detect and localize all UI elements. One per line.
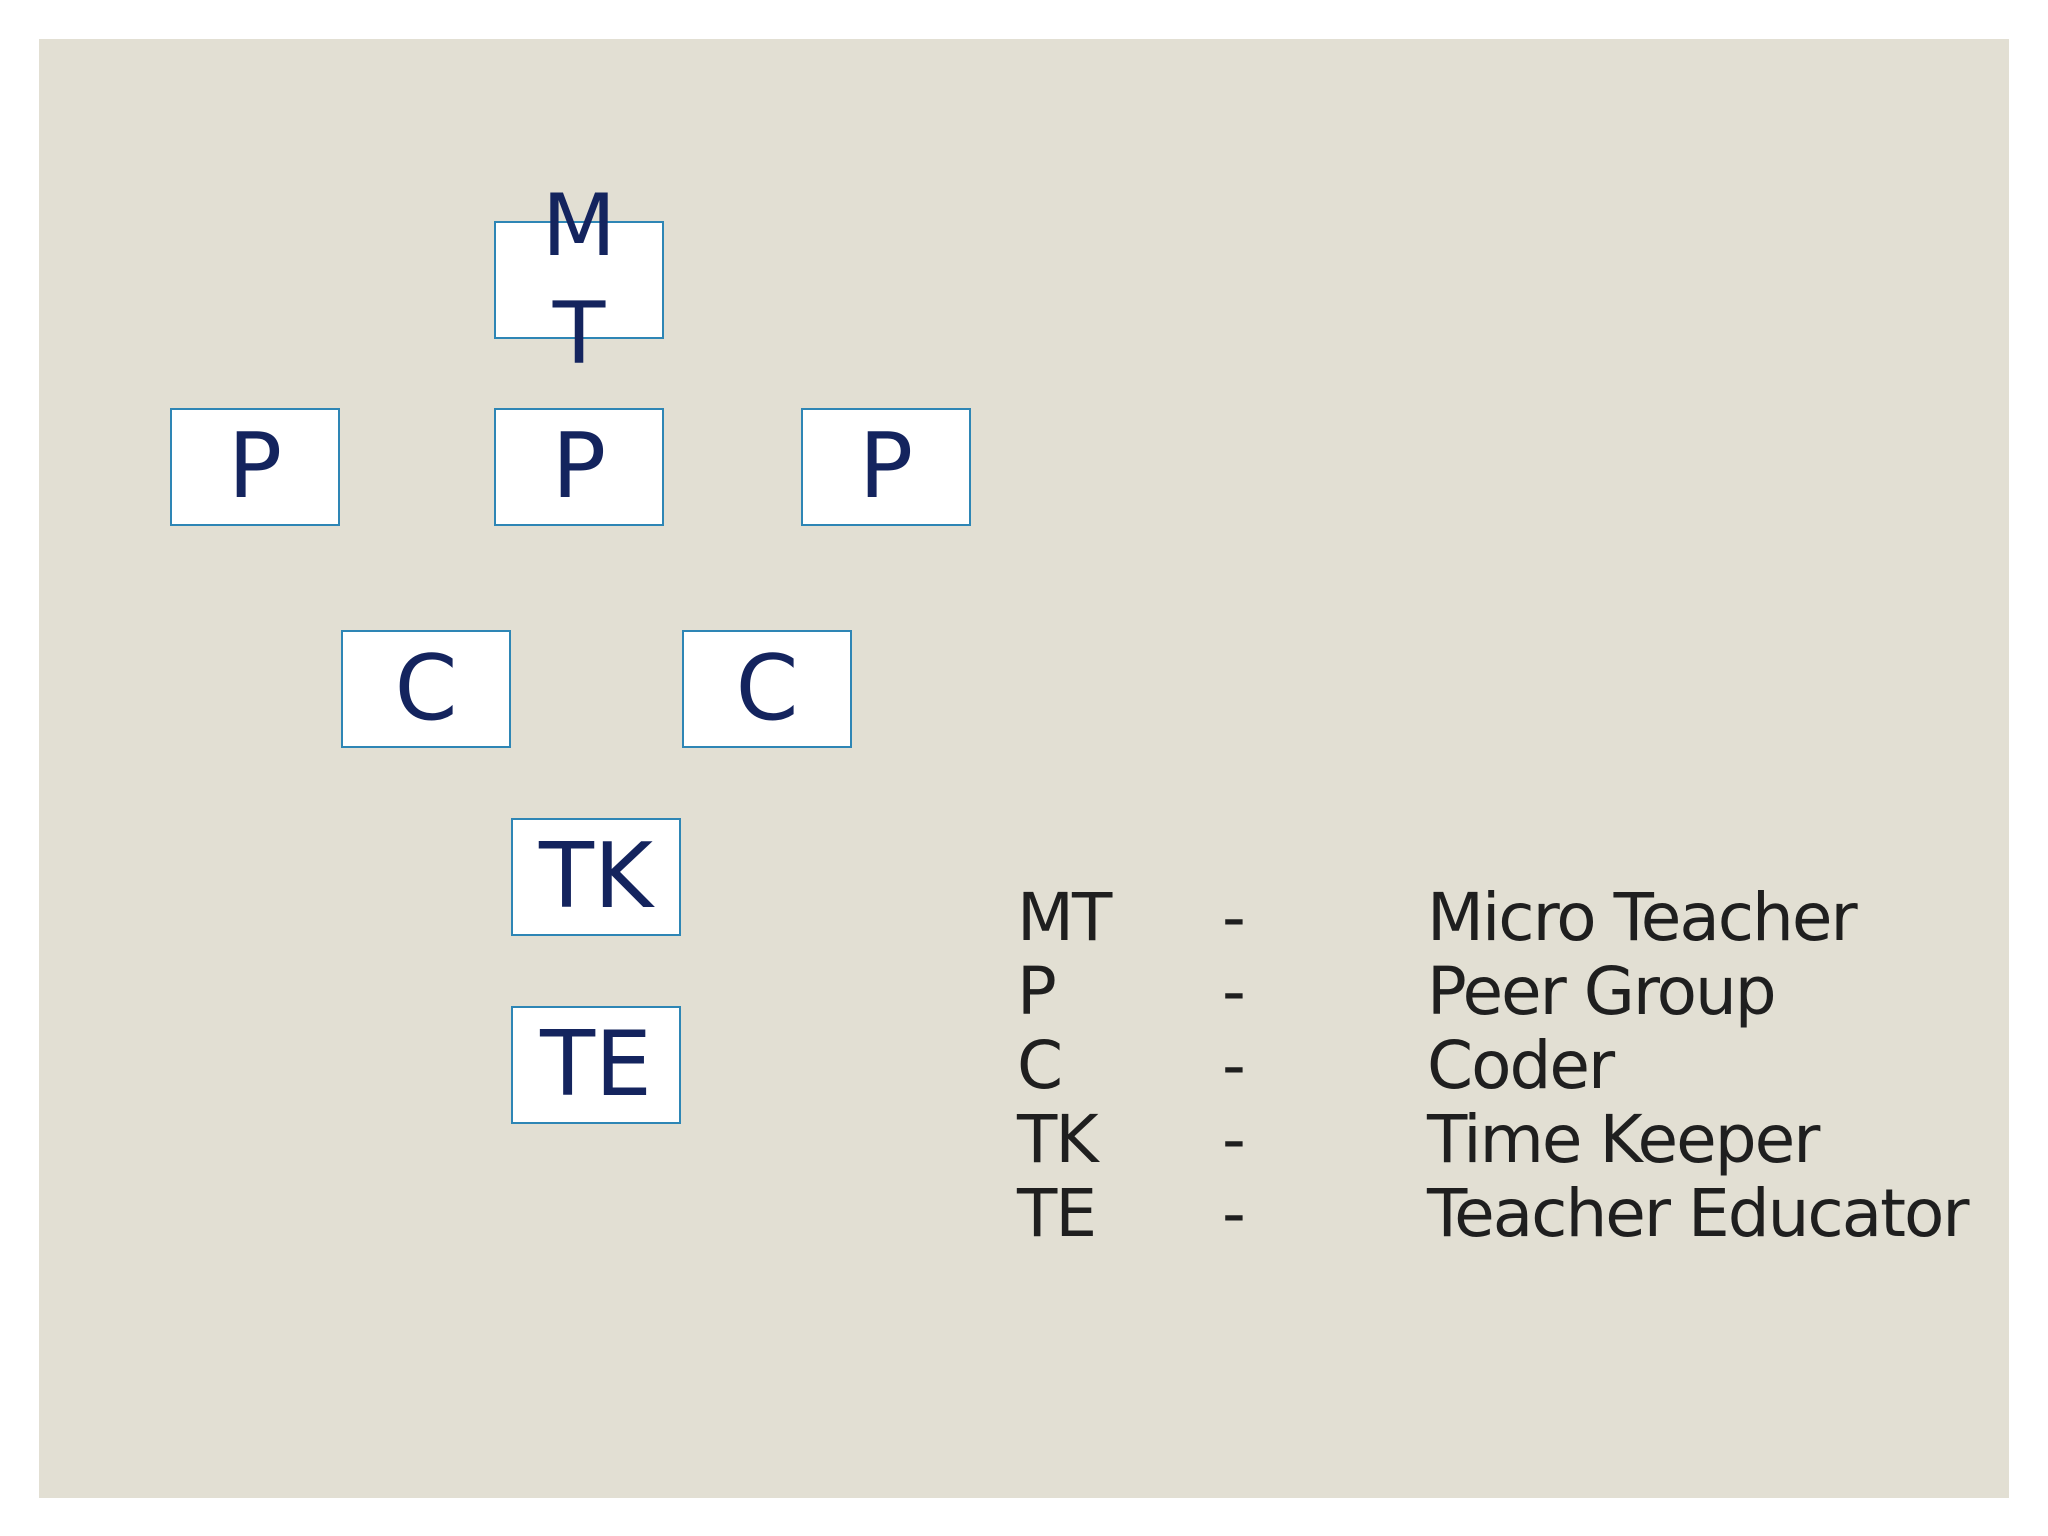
legend-abbr: C xyxy=(1017,1027,1062,1104)
legend-meaning: Peer Group xyxy=(1427,953,1775,1030)
slide xyxy=(39,39,2009,1498)
time-keeper-box-label: TK xyxy=(539,824,653,929)
legend-dash: - xyxy=(1222,1175,1244,1252)
teacher-educator-box xyxy=(511,1006,681,1124)
legend-dash: - xyxy=(1222,1101,1244,1178)
legend-abbr: MT xyxy=(1017,879,1111,956)
legend-dash: - xyxy=(1222,879,1244,956)
peer-box-center-label: P xyxy=(551,414,607,519)
peer-box-center xyxy=(494,408,664,526)
coder-box-right-label: C xyxy=(735,636,799,741)
coder-box-right xyxy=(682,630,852,748)
legend-meaning: Micro Teacher xyxy=(1427,879,1856,956)
legend-dash: - xyxy=(1222,1027,1244,1104)
legend-meaning: Teacher Educator xyxy=(1427,1175,1968,1252)
teacher-educator-box-label: TE xyxy=(540,1012,652,1117)
legend-meaning: Coder xyxy=(1427,1027,1614,1104)
micro-teacher-box xyxy=(494,176,664,384)
coder-box-left xyxy=(341,630,511,748)
legend-abbr: P xyxy=(1017,953,1055,1030)
coder-box-left-label: C xyxy=(394,636,458,741)
micro-teacher-box-label: MT xyxy=(541,176,617,384)
legend-dash: - xyxy=(1222,953,1244,1030)
legend-meaning: Time Keeper xyxy=(1427,1101,1819,1178)
legend-abbr: TE xyxy=(1017,1175,1096,1252)
legend-abbr: TK xyxy=(1017,1101,1097,1178)
peer-box-left xyxy=(170,408,340,526)
peer-box-right xyxy=(801,408,971,526)
time-keeper-box xyxy=(511,818,681,936)
peer-box-left-label: P xyxy=(227,414,283,519)
peer-box-right-label: P xyxy=(858,414,914,519)
